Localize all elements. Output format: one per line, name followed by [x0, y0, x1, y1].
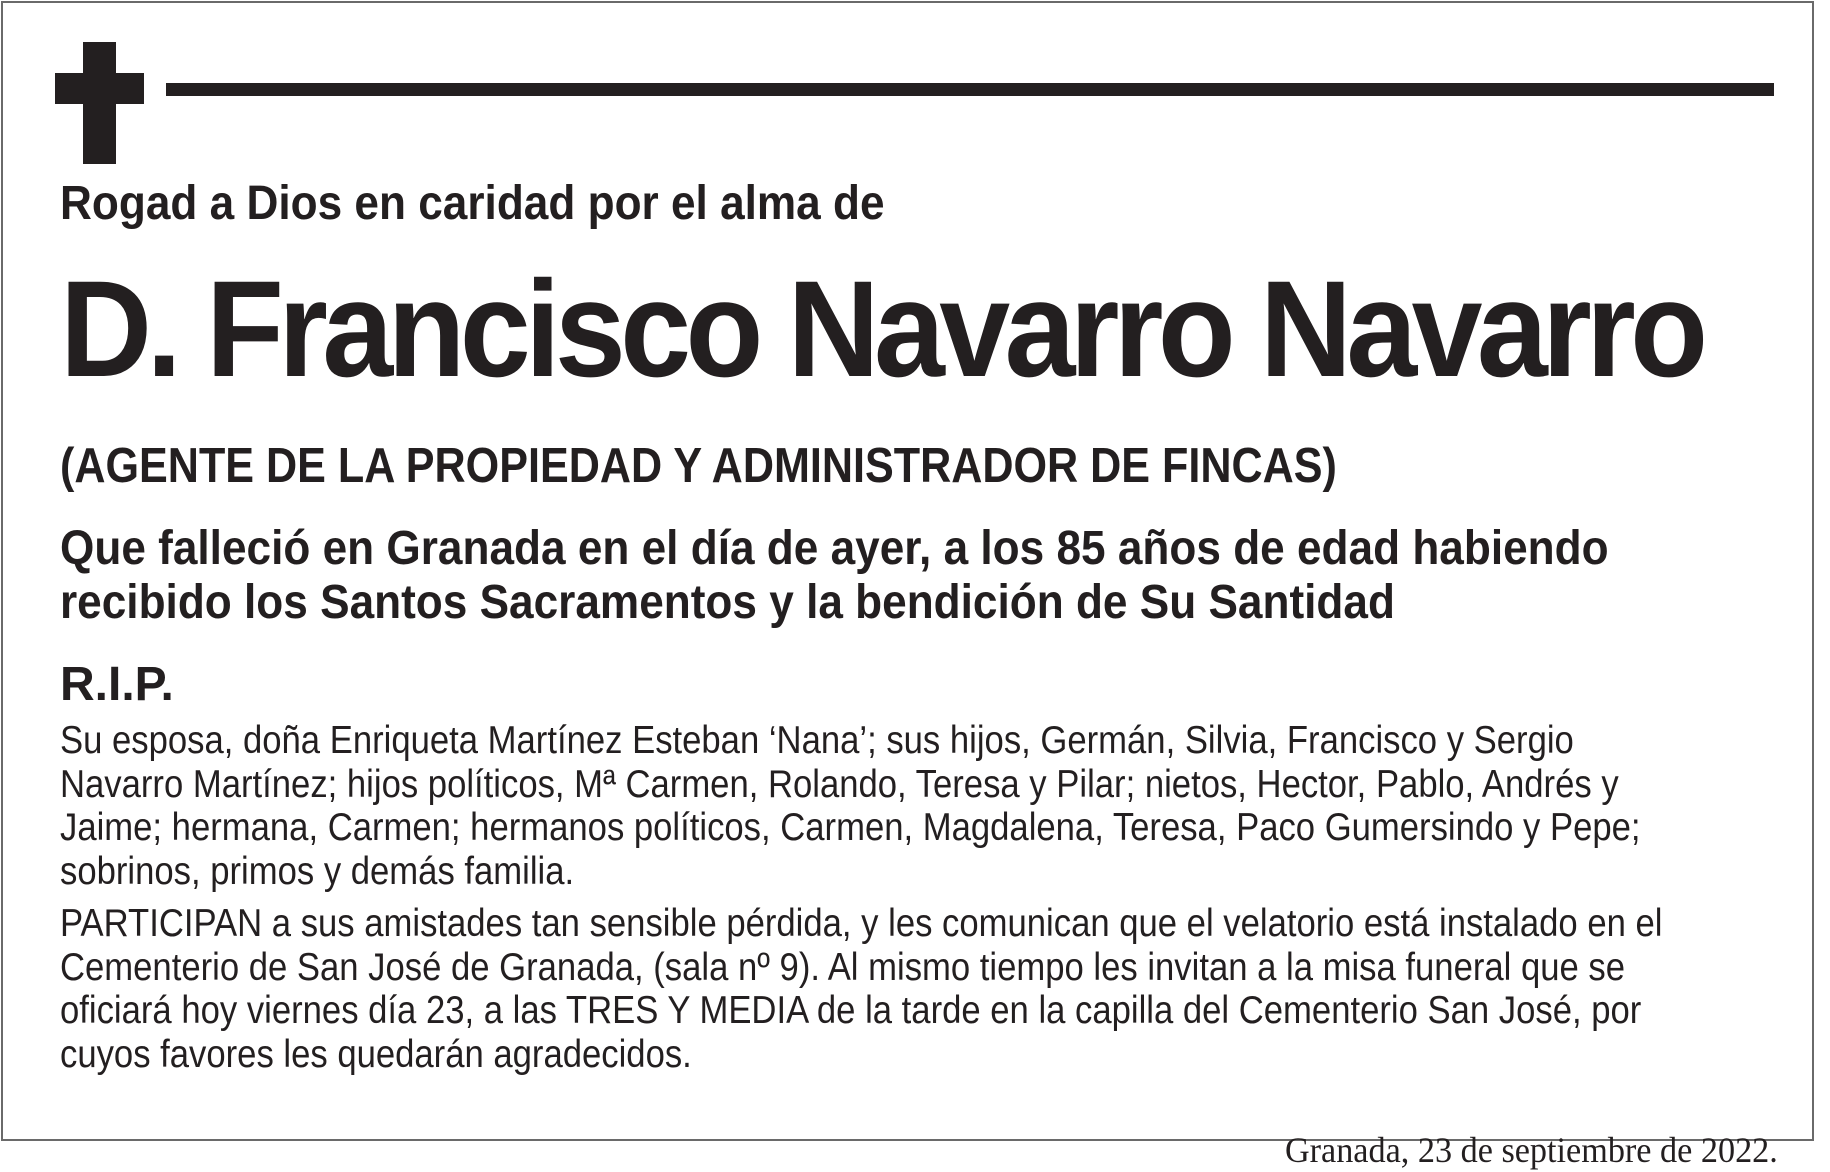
family-paragraph: Su esposa, doña Enriqueta Martínez Esteban ‘Nana’; sus hijos, Germán, Silvia, Francisco y Sergio Navarro Martínez; hijos políticos, Mª Carmen, Rolando, Teresa y Pilar; nietos, Hector, Pablo, Andrés y Jaime; hermana, Carmen; hermanos políticos, Carmen, Magdalena, Teresa, Paco Gumersindo y Pepe; sobrinos, primos y demás familia. [60, 719, 1641, 893]
deceased-name: D. Francisco Navarro Navarro [60, 253, 1703, 406]
profession-line: (AGENTE DE LA PROPIEDAD Y ADMINISTRADOR DE FINCAS) [60, 439, 1337, 493]
prayer-line: Rogad a Dios en caridad por el alma de [60, 177, 885, 230]
cross-horizontal-bar [55, 73, 144, 104]
place-date: Granada, 23 de septiembre de 2022. [1285, 1130, 1778, 1170]
death-statement: Que falleció en Granada en el día de ayer, a los 85 años de edad habiendo recibido los Santos Sacramentos y la bendición de Su Santidad [60, 522, 1609, 629]
announcement-paragraph: PARTICIPAN a sus amistades tan sensible pérdida, y les comunican que el velatorio está instalado en el Cementerio de San José de Granada, (sala nº 9). Al mismo tiempo les invitan a la misa funeral que se oficiará hoy viernes día 23, a las TRES Y MEDIA de la tarde en la capilla del Cementerio San José, por cuyos favores les quedarán agradecidos. [60, 902, 1663, 1076]
rip-heading: R.I.P. [60, 658, 174, 711]
header-rule [166, 83, 1774, 96]
